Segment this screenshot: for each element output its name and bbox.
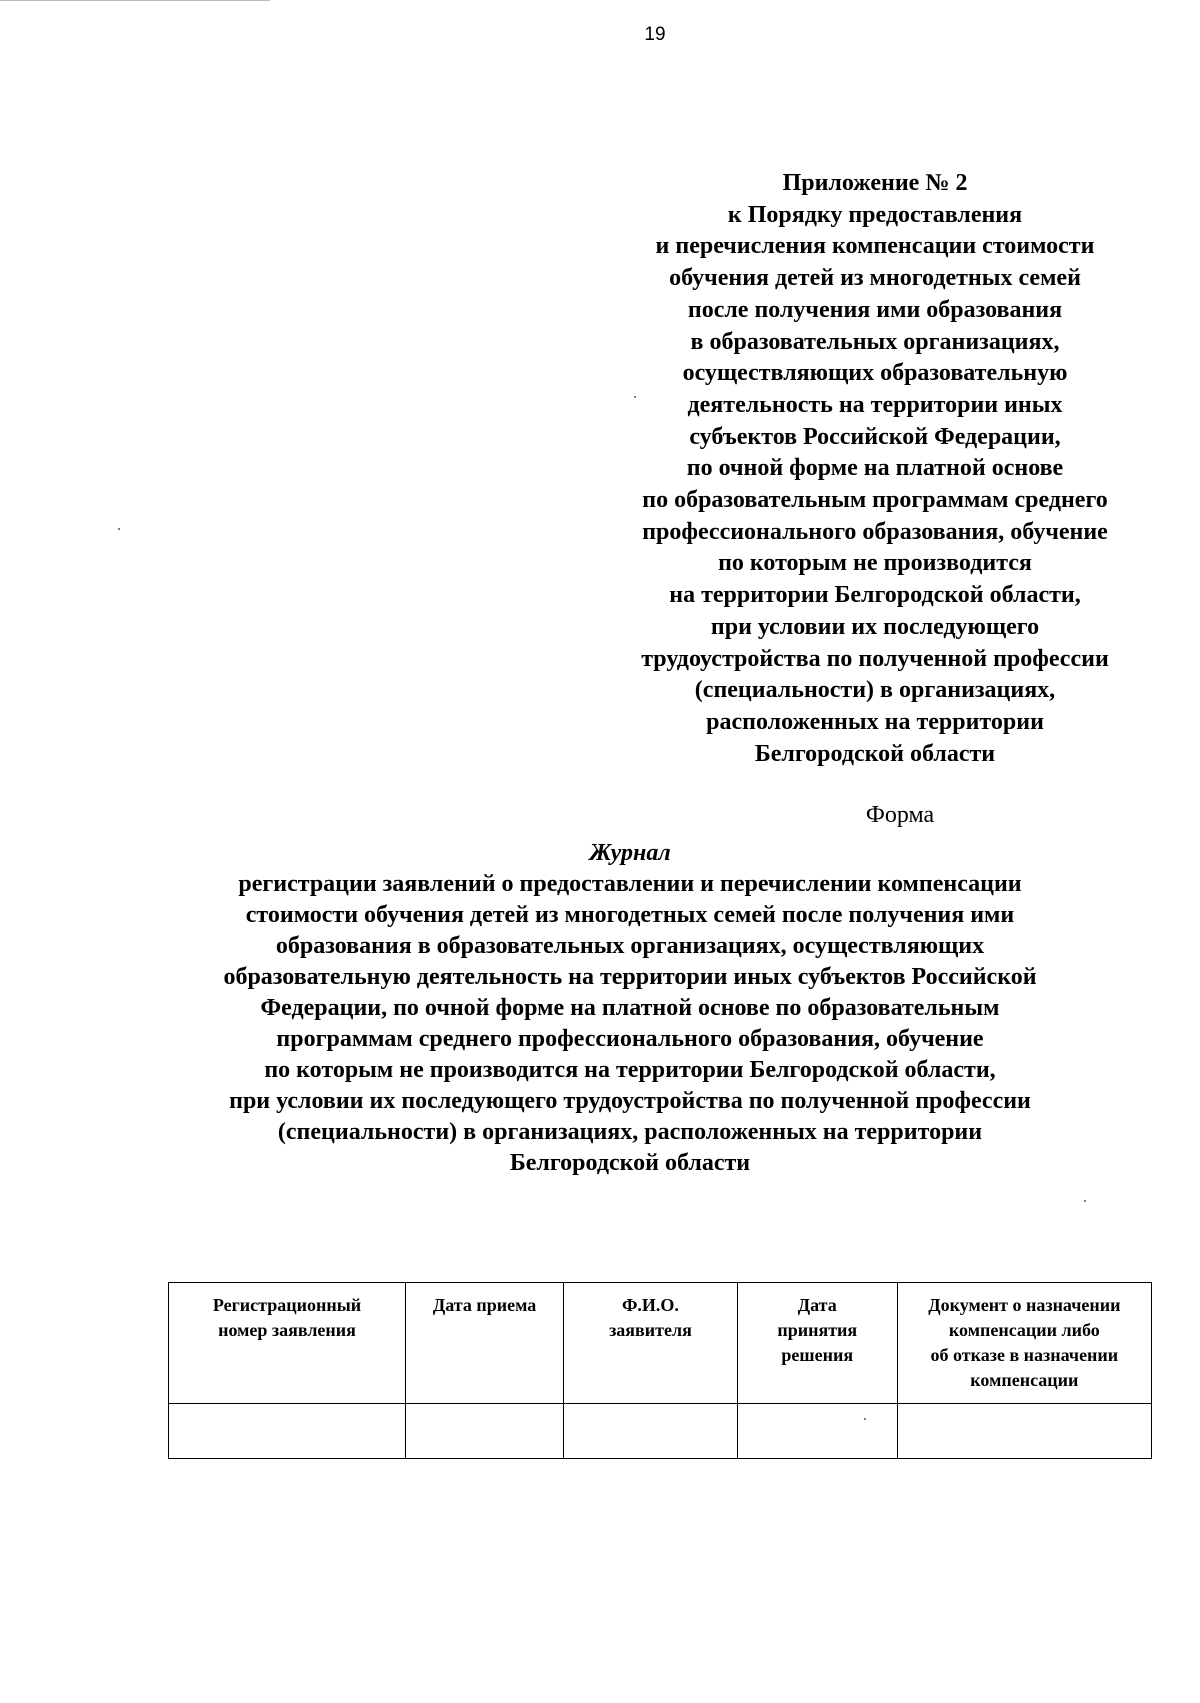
appendix-line: деятельность на территории иных bbox=[687, 391, 1063, 418]
header-text-line: заявителя bbox=[609, 1320, 692, 1340]
scan-speck bbox=[634, 396, 636, 398]
journal-line: при условии их последующего трудоустройства по полученной профессии bbox=[229, 1088, 1031, 1114]
appendix-line: субъектов Российской Федерации, bbox=[689, 423, 1061, 450]
journal-line: по которым не производится на территории Белгородской области, bbox=[264, 1057, 996, 1083]
header-text-line: компенсации bbox=[970, 1370, 1079, 1390]
table-cell bbox=[564, 1404, 738, 1459]
header-registration-number bbox=[169, 1283, 406, 1404]
appendix-line: обучения детей из многодетных семей bbox=[669, 265, 1081, 292]
scan-speck bbox=[118, 528, 120, 530]
table-cell bbox=[406, 1404, 564, 1459]
appendix-line: по очной форме на платной основе bbox=[686, 455, 1064, 482]
appendix-line: при условии их последующего bbox=[710, 613, 1040, 640]
header-text-line: Ф.И.О. bbox=[621, 1295, 679, 1315]
form-label: Форма bbox=[865, 802, 935, 828]
appendix-line: трудоустройства по полученной профессии bbox=[641, 645, 1109, 672]
header-text-line: Дата bbox=[797, 1295, 837, 1315]
header-text-line: компенсации либо bbox=[948, 1320, 1100, 1340]
header-decision-date bbox=[737, 1283, 897, 1404]
table-cell bbox=[897, 1404, 1151, 1459]
header-applicant-name bbox=[564, 1283, 738, 1404]
table-row bbox=[169, 1404, 1152, 1459]
journal-line: образования в образовательных организациях, осуществляющих bbox=[275, 933, 985, 959]
appendix-line: к Порядку предоставления bbox=[727, 201, 1023, 228]
header-text-line: Документ о назначении bbox=[928, 1295, 1121, 1315]
appendix-line: на территории Белгородской области, bbox=[669, 582, 1081, 609]
journal-line: образовательную деятельность на территории иных субъектов Российской bbox=[223, 964, 1037, 990]
page-number: 19 bbox=[644, 24, 666, 45]
registry-table bbox=[168, 1282, 1152, 1459]
table-header-row bbox=[169, 1283, 1152, 1404]
journal-line: программам среднего профессионального образования, обучение bbox=[276, 1026, 984, 1052]
appendix-line: и перечисления компенсации стоимости bbox=[655, 233, 1095, 260]
journal-line: стоимости обучения детей из многодетных семей после получения ими bbox=[245, 902, 1015, 928]
journal-line: Белгородской области bbox=[509, 1150, 751, 1176]
scan-speck bbox=[864, 1418, 866, 1420]
header-text-line: Дата приема bbox=[432, 1295, 537, 1315]
header-text-line: номер заявления bbox=[218, 1320, 356, 1340]
header-text-line: об отказе в назначении bbox=[930, 1345, 1119, 1365]
journal-title: Журнал bbox=[589, 840, 671, 866]
journal-line: Федерации, по очной форме на платной основе по образовательным bbox=[260, 995, 1000, 1021]
appendix-line: расположенных на территории bbox=[706, 708, 1044, 735]
journal-line: регистрации заявлений о предоставлении и перечислении компенсации bbox=[238, 871, 1022, 897]
header-text-line: принятия bbox=[777, 1320, 858, 1340]
header-compensation-document bbox=[897, 1283, 1151, 1404]
appendix-line: осуществляющих образовательную bbox=[682, 360, 1068, 387]
appendix-line: после получения ими образования bbox=[687, 296, 1063, 323]
journal-line: (специальности) в организациях, расположенных на территории bbox=[277, 1119, 983, 1145]
appendix-line: по образовательным программам среднего bbox=[642, 487, 1108, 514]
header-text-line: Регистрационный bbox=[212, 1295, 362, 1315]
scan-edge-line bbox=[0, 0, 270, 1]
header-receipt-date bbox=[406, 1283, 564, 1404]
journal-heading bbox=[150, 838, 1110, 1179]
appendix-block bbox=[600, 168, 1150, 770]
appendix-line: по которым не производится bbox=[718, 550, 1032, 577]
appendix-line: Белгородской области bbox=[754, 740, 996, 767]
scan-speck bbox=[1084, 1200, 1086, 1202]
table-cell bbox=[169, 1404, 406, 1459]
header-text-line: решения bbox=[781, 1345, 854, 1365]
table-cell bbox=[737, 1404, 897, 1459]
appendix-line: Приложение № 2 bbox=[782, 170, 968, 196]
appendix-line: в образовательных организациях, bbox=[690, 328, 1060, 355]
appendix-line: профессионального образования, обучение bbox=[642, 518, 1108, 545]
appendix-line: (специальности) в организациях, bbox=[694, 677, 1056, 704]
